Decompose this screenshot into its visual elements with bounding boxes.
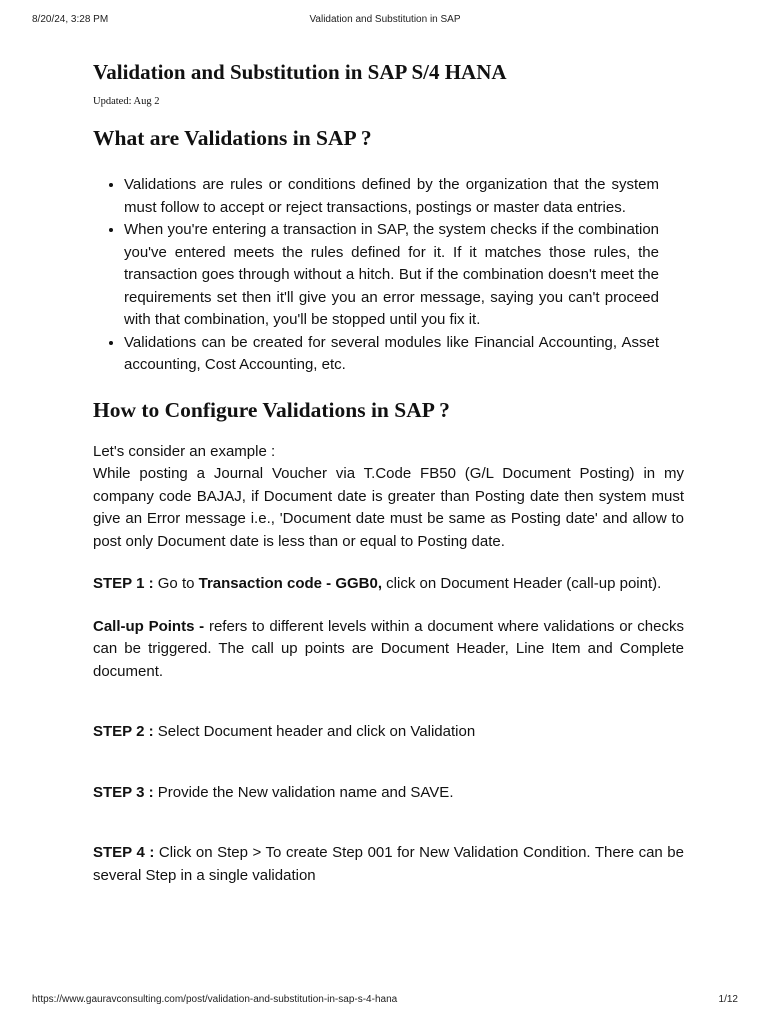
- step-1-text-a: Go to: [153, 575, 199, 592]
- step-4-label: STEP 4 :: [93, 844, 155, 861]
- list-item: • Validations can be created for several modules like Financial Accounting, Asset accounting, Cost Accounting, etc.: [124, 332, 659, 377]
- print-page-title: Validation and Substitution in SAP: [309, 14, 461, 25]
- list-item: • When you're entering a transaction in SAP, the system checks if the combination you've entered meets the rules defined for it. If it matches those rules, the transaction goes through without a hitch. But if the combination doesn't meet the requirements set then it'll give you an error message, saying you can't proceed with that combination, you'll be stopped until you fix it.: [124, 219, 659, 332]
- list-item: • Validations are rules or conditions defined by the organization that the system must follow to accept or reject transactions, postings or master data entries.: [124, 174, 659, 219]
- step-1-label: STEP 1 :: [93, 575, 154, 592]
- step-4-text: Click on Step > To create Step 001 for New Validation Condition. There can be several Step in a single validation: [93, 844, 684, 884]
- section-heading-validations: What are Validations in SAP ?: [93, 126, 372, 150]
- page-number: 1/12: [718, 994, 738, 1005]
- example-paragraph: [93, 441, 684, 554]
- example-text: While posting a Journal Voucher via T.Code FB50 (G/L Document Posting) in my company code BAJAJ, if Document date is greater than Posting date then system must give an Error message i.e., 'Document date must be same as Posting date' and allow to post only Document date is less than or equal to Posting date.: [93, 465, 684, 550]
- step-1-text-b: click on Document Header (call-up point).: [382, 575, 662, 592]
- step-1-tcode: Transaction code - GGB0,: [198, 575, 383, 592]
- step-3-paragraph: [93, 782, 684, 805]
- example-intro: Let's consider an example :: [93, 442, 276, 460]
- callup-text: refers to different levels within a document where validations or checks can be triggered. The call up points are Document Header, Line Item and Complete document.: [93, 617, 684, 680]
- validations-bullet-list: [93, 174, 659, 377]
- callup-points-paragraph: [93, 616, 684, 684]
- article-title: Validation and Substitution in SAP S/4 HANA: [93, 60, 507, 84]
- step-3-label: STEP 3 :: [93, 783, 154, 801]
- step-2-paragraph: [93, 721, 684, 744]
- step-1-paragraph: [93, 573, 684, 596]
- updated-date: Updated: Aug 2: [93, 96, 160, 107]
- step-2-text: Select Document header and click on Validation: [153, 723, 476, 740]
- step-3-text: Provide the New validation name and SAVE.: [153, 783, 454, 801]
- callup-label: Call-up Points -: [93, 617, 205, 635]
- print-header: [32, 14, 738, 28]
- step-4-paragraph: [93, 842, 684, 887]
- print-footer: [32, 994, 738, 1008]
- article: [93, 58, 684, 887]
- step-2-label: STEP 2 :: [93, 723, 154, 740]
- page-url: https://www.gauravconsulting.com/post/validation-and-substitution-in-sap-s-4-hana: [32, 994, 398, 1005]
- print-date: 8/20/24, 3:28 PM: [32, 14, 109, 25]
- section-heading-configure: How to Configure Validations in SAP ?: [93, 397, 450, 422]
